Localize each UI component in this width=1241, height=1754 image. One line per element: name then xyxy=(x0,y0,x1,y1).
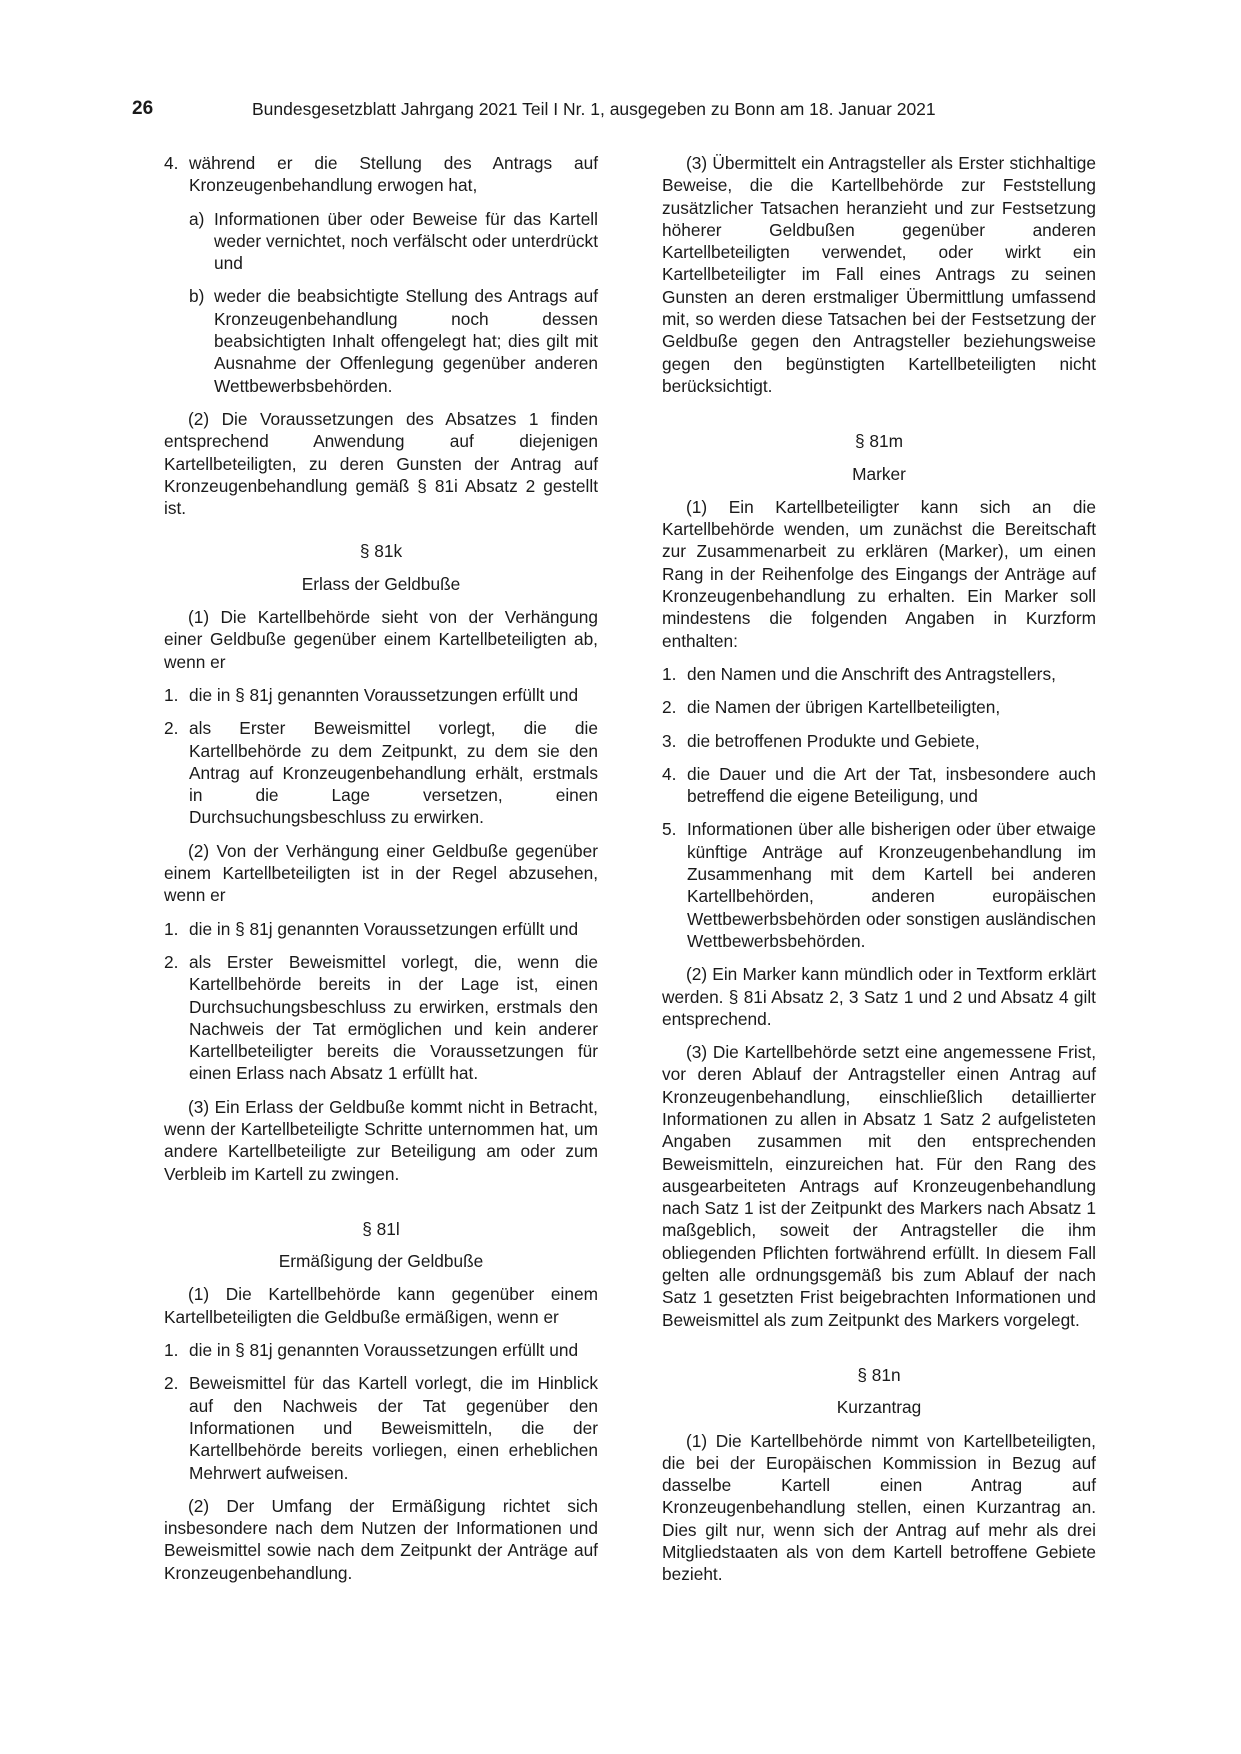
paragraph: (3) Die Kartellbehörde setzt eine angemessene Frist, vor deren Ablauf der Antragsteller einen Antrag auf Kronzeugenbehandlung, einschließlich detaillierter Informationen zu allen in Absatz 1 Satz 2 aufgelisteten Angaben zusammen mit den entsprechenden Beweismitteln, einzureichen hat. Für den Rang des ausgearbeiteten Antrags auf Kronzeugenbehandlung nach Satz 1 ist der Zeitpunkt des Markers nach Absatz 1 maßgeblich, soweit der Antragsteller die ihm obliegenden Pflichten fortwährend erfüllt. In diesem Fall gelten alle ordnungsgemäß bis zum Ablauf der nach Satz 1 gesetzten Frist beigebrachten Informationen und Beweismittel als zum Zeitpunkt des Markers vorgelegt. xyxy=(662,1042,1096,1330)
list-number: 2. xyxy=(164,718,179,739)
section-title: Kurzantrag xyxy=(836,1397,922,1418)
list-number: 4. xyxy=(164,153,179,173)
list-number: 4. xyxy=(662,763,677,784)
list-number: 3. xyxy=(662,730,677,751)
list-text: die Dauer und die Art der Tat, insbesondere auch betreffend die eigene Beteiligung, und xyxy=(687,763,1096,807)
list-letter: a) xyxy=(189,208,205,229)
list-text: Beweismittel für das Kartell vorlegt, die im Hinblick auf den Nachweis der Tat gegenüber den Informationen und Beweismitteln, die der Kartellbehörde bereits vorliegen, einen erheblichen Mehrwert aufweisen. xyxy=(189,1373,598,1483)
list-item xyxy=(662,730,1096,752)
paragraph: (2) Ein Marker kann mündlich oder in Textform erklärt werden. § 81i Absatz 2, 3 Satz 1 und 2 und Absatz 4 gilt entsprechend. xyxy=(662,964,1096,1029)
section-title: Marker xyxy=(852,463,906,484)
section-title: Ermäßigung der Geldbuße xyxy=(278,1251,484,1272)
list-text: die in § 81j genannten Voraussetzungen erfüllt und xyxy=(189,1340,579,1361)
paragraph: (2) Die Voraussetzungen des Absatzes 1 finden entsprechend Anwendung auf diejenigen Kartellbeteiligten, zu deren Gunsten der Antrag auf Kronzeugenbehandlung gemäß § 81i Absatz 2 gestellt ist. xyxy=(164,408,598,519)
section-number: § 81k xyxy=(359,541,403,562)
list-item xyxy=(164,918,598,940)
list-number: 2. xyxy=(662,697,677,718)
list-item xyxy=(164,1339,598,1361)
list-text: die Namen der übrigen Kartellbeteiligten, xyxy=(687,697,1001,718)
list-text: die in § 81j genannten Voraussetzungen erfüllt und xyxy=(189,918,579,939)
list-text: die in § 81j genannten Voraussetzungen erfüllt und xyxy=(189,684,579,705)
list-item xyxy=(164,684,598,706)
list-number: 1. xyxy=(662,663,677,684)
list-number: 1. xyxy=(164,684,179,705)
list-number: 1. xyxy=(164,1340,179,1361)
list-text: während er die Stellung des Antrags auf Kronzeugenbehandlung erwogen hat, xyxy=(189,153,598,196)
sub-list-item xyxy=(164,285,598,396)
list-item xyxy=(662,763,1096,808)
running-head: Bundesgesetzblatt Jahrgang 2021 Teil I Nr. 1, ausgegeben zu Bonn am 18. Januar 2021 xyxy=(252,99,936,119)
list-item xyxy=(662,663,1096,685)
list-item xyxy=(662,818,1096,952)
paragraph: (1) Die Kartellbehörde nimmt von Kartellbeteiligten, die bei der Europäischen Kommission in Bezug auf dasselbe Kartell einen Antrag auf Kronzeugenbehandlung stellen, einen Kurzantrag an. Dies gilt nur, wenn sich der Antrag auf mehr als drei Mitgliedstaaten als von dem Kartell betroffene Gebiete bezieht. xyxy=(662,1430,1096,1585)
right-column xyxy=(662,152,1096,1597)
list-item xyxy=(164,951,598,1085)
left-column xyxy=(164,152,598,1595)
paragraph: (1) Die Kartellbehörde sieht von der Verhängung einer Geldbuße gegenüber einem Kartellbeteiligten ab, wenn er xyxy=(164,607,598,672)
paragraph: (3) Übermittelt ein Antragsteller als Erster stichhaltige Beweise, die die Kartellbehörde zur Feststellung zusätzlicher Tatsachen heranzieht und zur Festsetzung höherer Geldbußen gegenüber anderen Kartellbeteiligten verwendet, oder wirkt ein Kartellbeteiligter im Fall eines Antrags zu seinen Gunsten an deren erstmaliger Übermittlung umfassend mit, so werden diese Tatsachen bei der Festsetzung der Geldbuße gegen den Antragsteller beziehungsweise gegen den begünstigten Kartellbeteiligten nicht berücksichtigt. xyxy=(662,153,1096,396)
paragraph: (3) Ein Erlass der Geldbuße kommt nicht in Betracht, wenn der Kartellbeteiligte Schritte unternommen hat, um andere Kartellbeteiligte zur Beteiligung am oder zum Verbleib im Kartell zu zwingen. xyxy=(164,1096,598,1184)
list-number: 5. xyxy=(662,819,677,840)
page-number: 26 xyxy=(132,98,154,119)
list-text: als Erster Beweismittel vorlegt, die, wenn die Kartellbehörde bereits in der Lage ist, einen Durchsuchungsbeschluss zu erwirken, erstmals den Nachweis der Tat ermöglichen und kein anderer Kartellbeteiligter bereits die Voraussetzungen für einen Erlass nach Absatz 1 erfüllt hat. xyxy=(189,951,598,1084)
list-number: 2. xyxy=(164,951,179,972)
paragraph: (1) Die Kartellbehörde kann gegenüber einem Kartellbeteiligten die Geldbuße ermäßigen, wenn er xyxy=(164,1284,598,1327)
section-number: § 81m xyxy=(854,431,904,452)
section-number: § 81n xyxy=(857,1364,901,1385)
list-text: Informationen über oder Beweise für das Kartell weder vernichtet, noch verfälscht oder unterdrückt und xyxy=(214,208,598,274)
list-text: den Namen und die Anschrift des Antragstellers, xyxy=(687,663,1056,684)
list-item xyxy=(164,1372,598,1483)
list-item xyxy=(662,696,1096,718)
paragraph: (2) Von der Verhängung einer Geldbuße gegenüber einem Kartellbeteiligten ist in der Regel abzusehen, wenn er xyxy=(164,840,598,906)
list-number: 1. xyxy=(164,918,179,939)
list-item xyxy=(164,717,598,828)
section-number: § 81l xyxy=(362,1218,400,1239)
list-number: 2. xyxy=(164,1373,179,1394)
list-text: weder die beabsichtigte Stellung des Antrags auf Kronzeugenbehandlung noch dessen beabsichtigten Inhalt offengelegt hat; dies gilt mit Ausnahme der Offenlegung gegenüber anderen Wettbewerbsbehörden. xyxy=(214,286,598,396)
list-item xyxy=(164,152,598,197)
paragraph: (1) Ein Kartellbeteiligter kann sich an die Kartellbehörde wenden, um zunächst die Bereitschaft zur Zusammenarbeit zu erklären (Marker), um einen Rang in der Reihenfolge des Eingangs der Anträge auf Kronzeugenbehandlung zu erhalten. Ein Marker soll mindestens die folgenden Angaben in Kurzform enthalten: xyxy=(662,496,1096,651)
list-text: als Erster Beweismittel vorlegt, die die Kartellbehörde zu dem Zeitpunkt, zu dem sie den Antrag auf Kronzeugenbehandlung erhält, erstmals in die Lage versetzen, einen Durchsuchungsbeschluss zu erwirken. xyxy=(189,718,598,828)
list-text: die betroffenen Produkte und Gebiete, xyxy=(687,730,980,751)
section-title: Erlass der Geldbuße xyxy=(301,573,461,594)
list-text: Informationen über alle bisherigen oder über etwaige künftige Anträge auf Kronzeugenbehandlung im Zusammenhang mit dem Kartell bei anderen Kartellbehörden, anderen europäischen Wettbewerbsbehörden oder sonstigen ausländischen Wettbewerbsbehörden. xyxy=(687,819,1096,951)
page-header xyxy=(132,98,1002,128)
list-letter: b) xyxy=(189,286,205,307)
sub-list-item xyxy=(164,208,598,275)
paragraph: (2) Der Umfang der Ermäßigung richtet sich insbesondere nach dem Nutzen der Informationen und Beweismittel sowie nach dem Zeitpunkt der Anträge auf Kronzeugenbehandlung. xyxy=(164,1495,598,1583)
